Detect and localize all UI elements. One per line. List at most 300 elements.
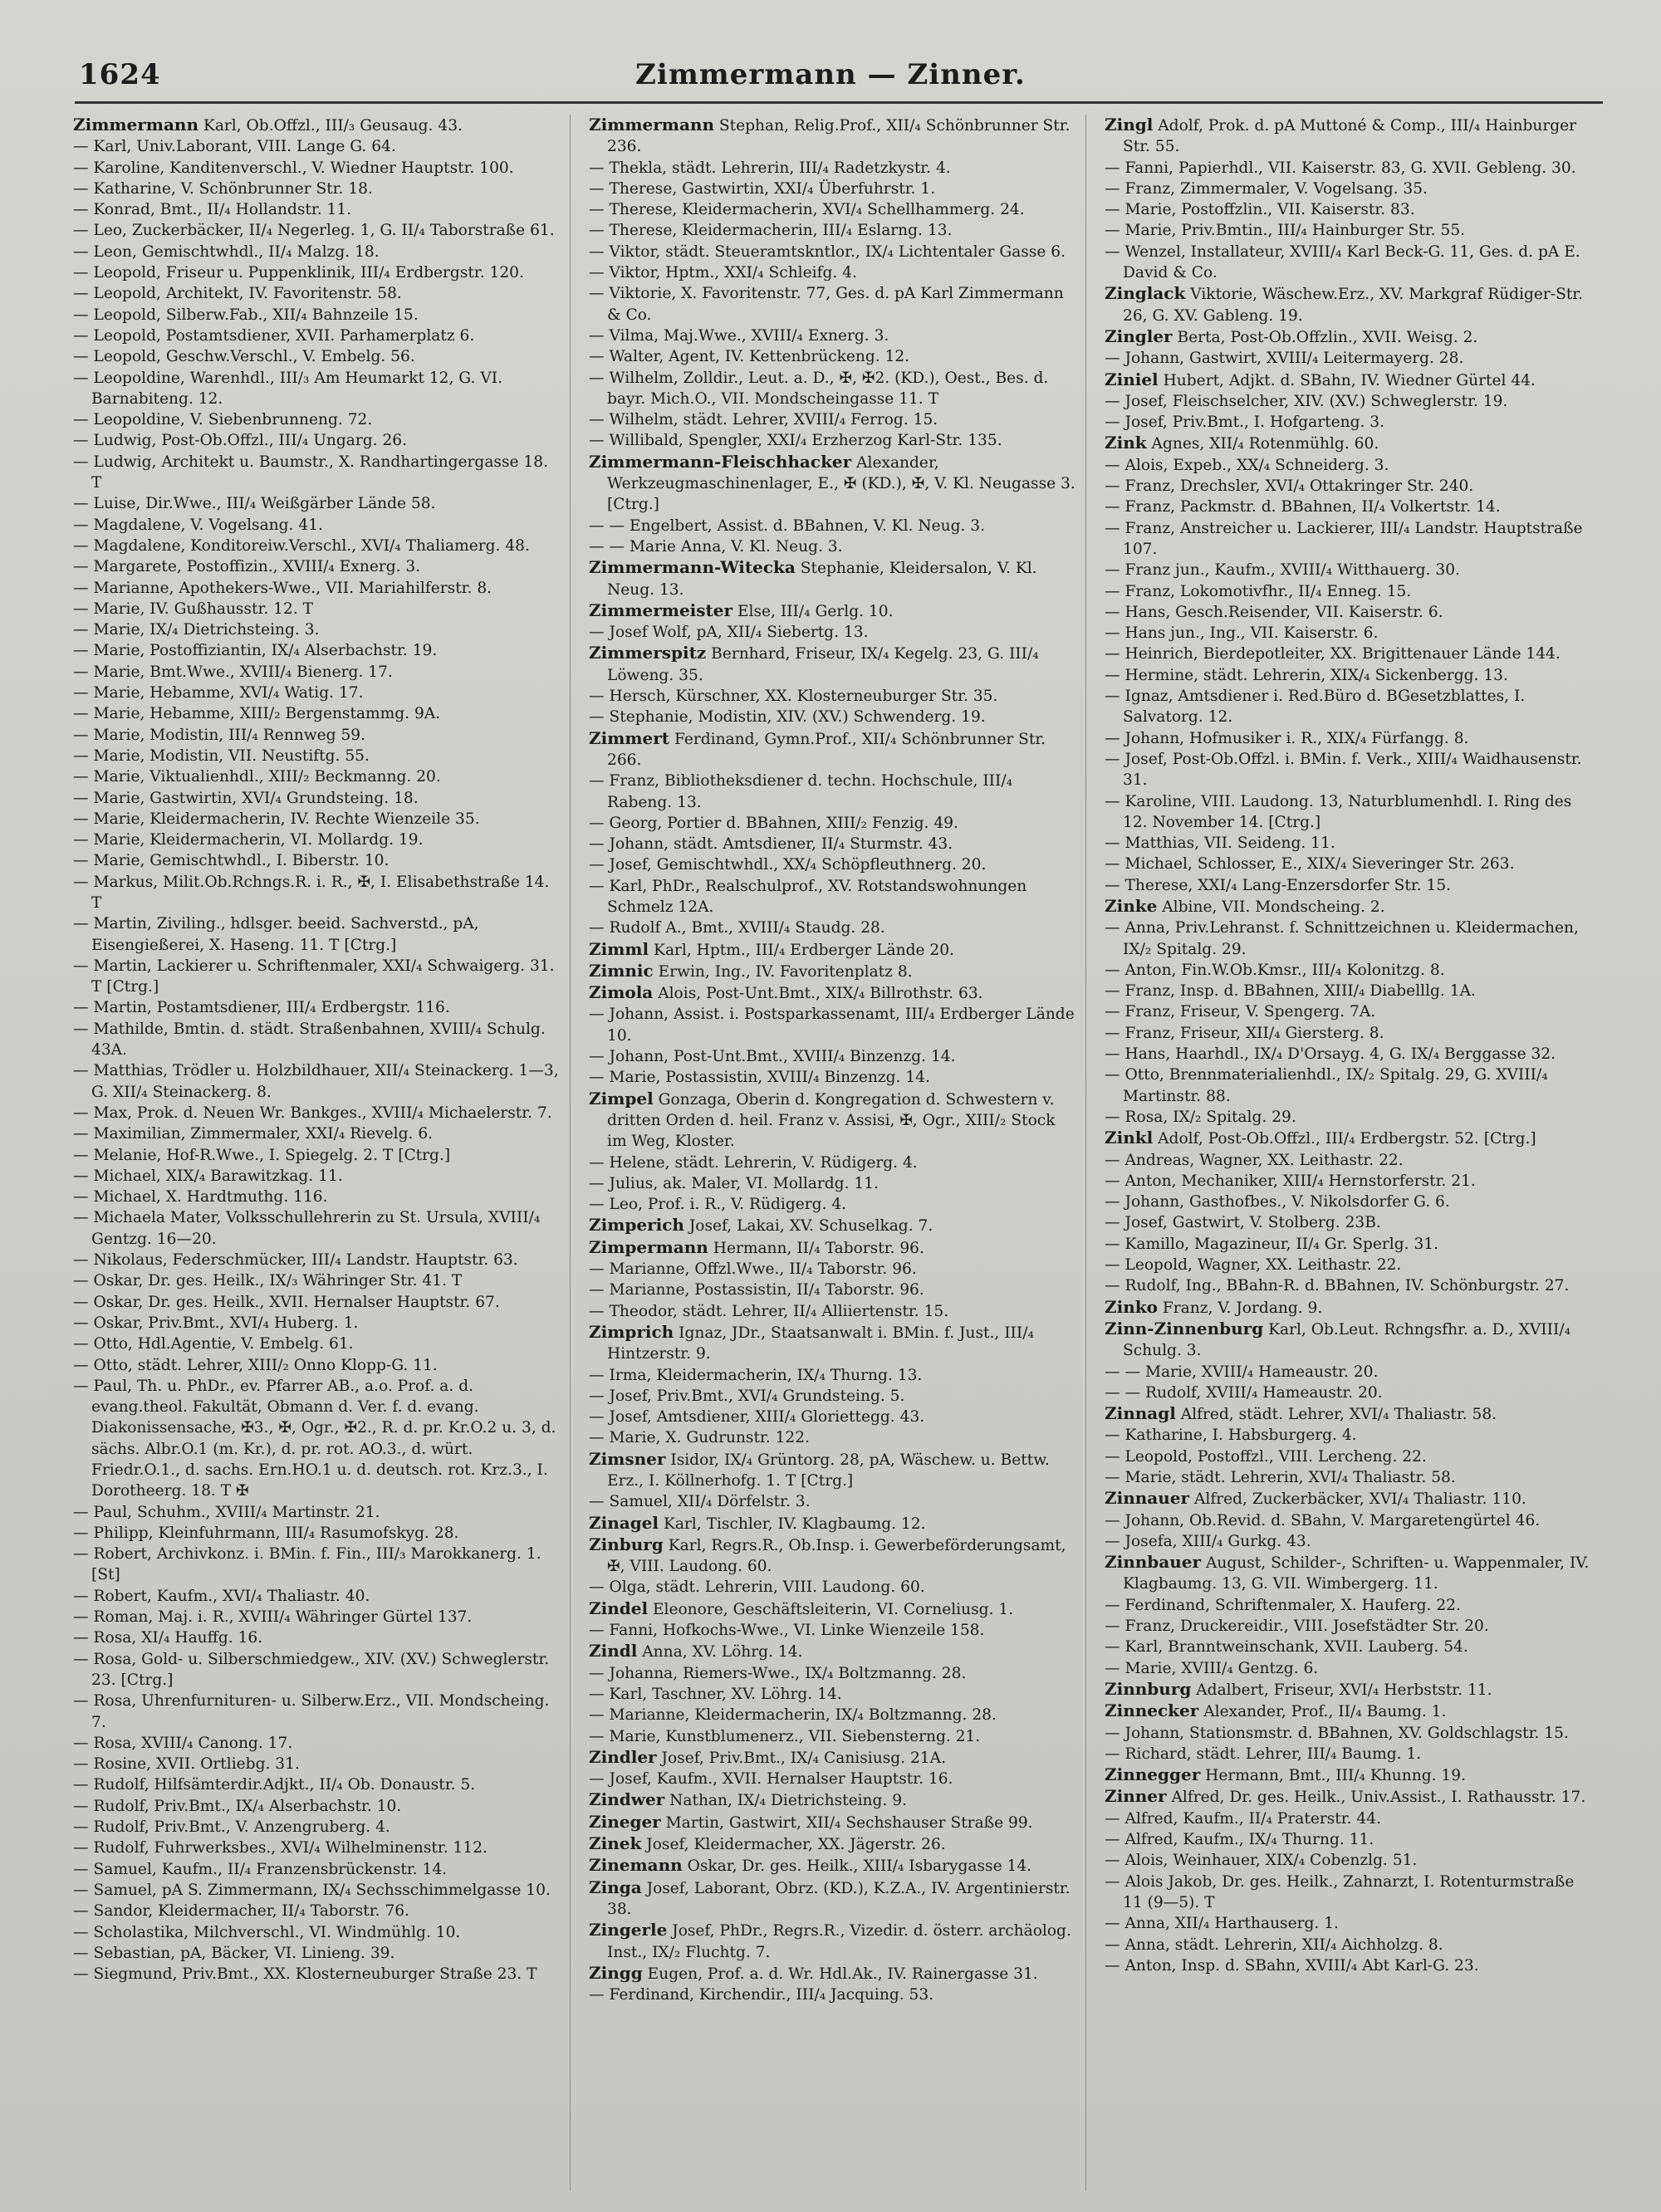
directory-entry <box>73 1901 563 1921</box>
entry-surname: Zimprich <box>589 1321 674 1342</box>
entry-text: — Marie, Modistin, III/₄ Rennweg 59. <box>73 726 366 744</box>
directory-entry <box>1105 1362 1595 1382</box>
entry-text: — Michael, X. Hardtmuthg. 116. <box>73 1188 328 1206</box>
entry-text: — Wilhelm, städt. Lehrer, XVIII/₄ Ferrog. 15. <box>589 411 938 429</box>
directory-entry <box>73 346 563 367</box>
directory-entry <box>1105 1744 1595 1764</box>
directory-entry <box>1105 1679 1595 1701</box>
entry-text: — Rosa, XVIII/₄ Canong. 17. <box>73 1734 293 1752</box>
directory-entry <box>1105 1044 1595 1064</box>
entry-text: — Marie, X. Gudrunstr. 122. <box>589 1429 810 1447</box>
entry-text: — Rudolf, Ing., BBahn-R. d. BBahnen, IV. Schönburgstr. 27. <box>1105 1277 1570 1295</box>
directory-entry <box>1105 623 1595 644</box>
directory-entry <box>73 1313 563 1334</box>
entry-surname: Zingler <box>1105 325 1173 346</box>
directory-entry <box>1105 644 1595 664</box>
entry-text: — Marie, Modistin, VII. Neustiftg. 55. <box>73 746 370 765</box>
directory-entry <box>589 1705 1079 1725</box>
entry-text: — Marianne, Offzl.Wwe., II/₄ Taborstr. 96. <box>589 1260 917 1279</box>
entry-text: — Alfred, Kaufm., II/₄ Praterstr. 44. <box>1105 1809 1381 1828</box>
entry-surname: Zindler <box>589 1746 657 1767</box>
entry-text: — Alois, Expeb., XX/₄ Schneiderg. 3. <box>1105 456 1389 474</box>
directory-entry <box>589 1491 1079 1512</box>
directory-entry <box>1105 1488 1595 1510</box>
entry-text: — Sebastian, pA, Bäcker, VI. Linieng. 39. <box>73 1944 395 1962</box>
entry-text: Isidor, IX/₄ Grüntorg. 28, pA, Wäschew. u. Bettw. Erz., I. Köllnerhofg. 1. T [Ctrg.] <box>607 1451 1050 1490</box>
entry-text: — Marie, Hebamme, XVI/₄ Watig. 17. <box>73 684 364 702</box>
entry-text: — Josef Wolf, pA, XII/₄ Siebertg. 13. <box>589 624 869 642</box>
entry-text: — Stephanie, Modistin, XIV. (XV.) Schwenderg. 19. <box>589 708 986 727</box>
entry-surname: Zimmermann-Witecka <box>589 557 796 578</box>
entry-text: — Leopold, Postoffzl., VIII. Lercheng. 22. <box>1105 1447 1427 1466</box>
entry-text: — Ludwig, Architekt u. Baumstr., X. Randhartingergasse 18. T <box>73 453 548 492</box>
directory-entry <box>73 368 563 410</box>
directory-entry <box>1105 728 1595 749</box>
directory-entry <box>1105 833 1595 854</box>
entry-text: — Kamillo, Magazineur, II/₄ Gr. Sperlg. 31. <box>1105 1235 1439 1253</box>
directory-entry <box>1105 1552 1595 1595</box>
directory-entry <box>73 1691 563 1733</box>
entry-text: — Matthias, Trödler u. Holzbildhauer, XII/₄ Steinackerg. 1—3, G. XII/₄ Steinackerg. 8. <box>73 1062 559 1101</box>
directory-entry <box>589 939 1079 961</box>
directory-entry <box>73 1250 563 1270</box>
entry-surname: Zinnburg <box>1105 1678 1192 1699</box>
entry-text: — Ferdinand, Kirchendir., III/₄ Jacquing. 53. <box>589 1986 934 2004</box>
entry-text: — Johann, Gastwirt, XVIII/₄ Leitermayerg. 28. <box>1105 350 1464 368</box>
entry-surname: Zinke <box>1105 895 1158 916</box>
entry-text: Anna, XV. Löhrg. 14. <box>642 1643 803 1661</box>
entry-text: — Marie, Gastwirtin, XVI/₄ Grundsteing. 18. <box>73 789 419 807</box>
entry-text: — Rudolf, Hilfsämterdir.Adjkt., II/₄ Ob. Donaustr. 5. <box>73 1776 476 1794</box>
entry-text: Alexander, Prof., II/₄ Baumg. 1. <box>1203 1703 1447 1721</box>
directory-entry <box>1105 749 1595 791</box>
directory-entry <box>1105 581 1595 602</box>
directory-entry <box>589 1984 1079 2005</box>
directory-entry <box>589 325 1079 346</box>
entry-text: — Ignaz, Amtsdiener i. Red.Büro d. BGesetzblattes, I. Salvatorg. 12. <box>1105 688 1526 727</box>
entry-surname: Zinglack <box>1105 283 1186 304</box>
entry-text: — Therese, Kleidermacherin, XVI/₄ Schellhammerg. 24. <box>589 201 1025 219</box>
directory-entry <box>589 1449 1079 1492</box>
entry-surname: Zimpermann <box>589 1236 708 1257</box>
directory-entry <box>589 854 1079 875</box>
entry-text: — Michaela Mater, Volksschullehrerin zu St. Ursula, XVIII/₄ Gentzg. 16—20. <box>73 1209 541 1248</box>
directory-entry <box>73 179 563 199</box>
directory-entry <box>589 1004 1079 1046</box>
entry-text: — Samuel, pA S. Zimmermann, IX/₄ Sechsschimmelgasse 10. <box>73 1881 551 1899</box>
entry-surname: Zinnauer <box>1105 1488 1190 1509</box>
entry-text: Alois, Post-Unt.Bmt., XIX/₄ Billrothstr. 63. <box>658 985 983 1003</box>
entry-text: — Franz, Packmstr. d. BBahnen, II/₄ Volkertstr. 14. <box>1105 498 1501 516</box>
entry-text: Karl, Hptm., III/₄ Erdberger Lände 20. <box>654 941 954 959</box>
entry-text: — Leopold, Geschw.Verschl., V. Embelg. 56. <box>73 348 415 366</box>
entry-text: Karl, Ob.Offzl., III/₃ Geusaug. 43. <box>203 117 463 135</box>
directory-entry <box>589 283 1079 325</box>
entry-text: — Vilma, Maj.Wwe., XVIII/₄ Exnerg. 3. <box>589 326 889 345</box>
entry-text: — Magdalene, Konditoreiw.Verschl., XVI/₄ Thaliamerg. 48. <box>73 536 530 555</box>
directory-entry <box>1105 391 1595 412</box>
directory-entry <box>73 619 563 640</box>
entry-text: Ferdinand, Gymn.Prof., XII/₄ Schönbrunner Str. 266. <box>607 730 1046 769</box>
entry-text: — Sandor, Kleidermacher, II/₄ Taborstr. 76. <box>73 1902 410 1921</box>
directory-entry <box>589 1747 1079 1769</box>
entry-text: — Rosa, Uhrenfurnituren- u. Silberw.Erz., VII. Mondscheing. 7. <box>73 1692 550 1731</box>
entry-text: — Matthias, VII. Seideng. 11. <box>1105 834 1335 853</box>
directory-entry <box>589 409 1079 430</box>
entry-text: — Hersch, Kürschner, XX. Klosterneuburger Str. 35. <box>589 688 998 706</box>
directory-entry <box>1105 1595 1595 1616</box>
entry-text: Hermann, Bmt., III/₄ Khunng. 19. <box>1205 1767 1466 1785</box>
directory-entry <box>1105 242 1595 284</box>
directory-entry <box>589 1920 1079 1963</box>
entry-text: — Marie, Hebamme, XIII/₂ Bergenstammg. 9A. <box>73 705 441 723</box>
entry-text: — Viktor, städt. Steueramtskntlor., IX/₄ Lichtentaler Gasse 6. <box>589 242 1066 261</box>
directory-entry <box>589 622 1079 643</box>
entry-text: — Franz, Druckereidir., VIII. Josefstädter Str. 20. <box>1105 1617 1489 1636</box>
column-1 <box>73 115 571 2190</box>
directory-entry <box>73 703 563 724</box>
entry-text: Adolf, Prok. d. pA Muttoné & Comp., III/₄ Hainburger Str. 55. <box>1123 117 1577 156</box>
directory-entry <box>589 115 1079 158</box>
entry-text: — Leopold, Postamtsdiener, XVII. Parhamerplatz 6. <box>73 326 475 345</box>
entry-text: — Rudolf, Priv.Bmt., IX/₄ Alserbachstr. 10. <box>73 1797 402 1815</box>
entry-text: — Franz, Lokomotivfhr., II/₄ Enneg. 15. <box>1105 582 1412 600</box>
entry-text: — Samuel, XII/₄ Dörfelstr. 3. <box>589 1493 811 1511</box>
entry-text: — Marie, Priv.Bmtin., III/₄ Hainburger Str. 55. <box>1105 222 1466 240</box>
directory-entry <box>73 1649 563 1691</box>
entry-surname: Zimnic <box>589 960 654 981</box>
entry-text: Karl, Tischler, IV. Klagbaumg. 12. <box>663 1515 926 1533</box>
entry-text: — Franz, Insp. d. BBahnen, XIII/₄ Diabelllg. 1A. <box>1105 982 1476 1001</box>
directory-entry <box>73 1187 563 1207</box>
directory-entry <box>73 1376 563 1502</box>
directory-entry <box>73 788 563 809</box>
entry-text: — Leopoldine, Warenhdl., III/₃ Am Heumarkt 12, G. VI. Barnabiteng. 12. <box>73 369 503 408</box>
entry-text: — Marianne, Kleidermacherin, IX/₄ Boltzmanng. 28. <box>589 1706 997 1725</box>
entry-text: — Johann, Hofmusiker i. R., XIX/₄ Fürfangg. 8. <box>1105 729 1469 747</box>
directory-entry <box>589 1663 1079 1684</box>
column-3 <box>1105 115 1601 2190</box>
entry-text: Albine, VII. Mondscheing. 2. <box>1162 898 1385 916</box>
directory-entry <box>1105 1382 1595 1403</box>
directory-entry <box>1105 179 1595 199</box>
entry-text: — Katharine, V. Schönbrunner Str. 18. <box>73 179 373 198</box>
directory-entry <box>1105 283 1595 326</box>
directory-entry <box>73 1334 563 1354</box>
page-header <box>0 58 1661 100</box>
entry-surname: Zimmermann <box>73 115 198 135</box>
entry-surname: Zinn-Zinnenburg <box>1105 1318 1264 1338</box>
entry-text: — Marie, IV. Gußhausstr. 12. T <box>73 599 314 618</box>
directory-entry <box>1105 1531 1595 1552</box>
entry-text: — Margarete, Postoffizin., XVIII/₄ Exnerg. 3. <box>73 558 421 576</box>
directory-entry <box>1105 518 1595 560</box>
entry-text: Eugen, Prof. a. d. Wr. Hdl.Ak., IV. Rainergasse 31. <box>647 1965 1038 1983</box>
directory-entry <box>589 199 1079 220</box>
directory-entry <box>73 493 563 514</box>
directory-entry <box>589 1812 1079 1833</box>
entry-text: — Therese, Kleidermacherin, III/₄ Eslarng. 13. <box>589 222 953 240</box>
entry-text: — — Rudolf, XVIII/₄ Hameaustr. 20. <box>1105 1383 1383 1402</box>
directory-entry <box>589 1301 1079 1322</box>
directory-entry <box>1105 686 1595 728</box>
directory-entry <box>589 1726 1079 1747</box>
entry-text: — Franz, Zimmermaler, V. Vogelsang. 35. <box>1105 179 1428 198</box>
directory-entry <box>589 918 1079 938</box>
directory-entry <box>73 1123 563 1144</box>
entry-text: — Rosa, XI/₄ Hauffg. 16. <box>73 1629 263 1647</box>
directory-entry <box>1105 1723 1595 1744</box>
directory-entry <box>1105 348 1595 369</box>
entry-text: — Rosa, IX/₂ Spitalg. 29. <box>1105 1108 1296 1126</box>
directory-entry <box>1105 497 1595 517</box>
directory-entry <box>73 1817 563 1838</box>
entry-text: Alfred, Dr. ges. Heilk., Univ.Assist., I. Rathausstr. 17. <box>1171 1789 1586 1807</box>
directory-entry <box>73 158 563 179</box>
directory-entry <box>589 368 1079 410</box>
directory-entry <box>589 242 1079 262</box>
directory-entry <box>1105 1425 1595 1446</box>
directory-entry <box>73 409 563 430</box>
directory-entry <box>73 1733 563 1754</box>
entry-surname: Zimmert <box>589 727 670 748</box>
entry-surname: Zinga <box>589 1877 642 1897</box>
entry-surname: Zingerle <box>589 1920 668 1940</box>
entry-text: — Konrad, Bmt., II/₄ Hollandstr. 11. <box>73 201 352 219</box>
directory-entry <box>73 305 563 325</box>
entry-surname: Zindl <box>589 1641 638 1661</box>
entry-text: — Oskar, Dr. ges. Heilk., XVII. Hernalser Hauptstr. 67. <box>73 1293 500 1311</box>
entry-text: — Rudolf, Fuhrwerksbes., XVI/₄ Wilhelminenstr. 112. <box>73 1839 488 1857</box>
directory-entry <box>1105 1935 1595 1955</box>
entry-surname: Zimmermann-Fleischhacker <box>589 451 852 472</box>
directory-entry <box>589 430 1079 451</box>
entry-text: — Anton, Fin.W.Ob.Kmsr., III/₄ Kolonitzg. 8. <box>1105 961 1445 979</box>
directory-entry <box>73 1544 563 1586</box>
directory-entry <box>73 515 563 536</box>
directory-entry <box>1105 220 1595 241</box>
directory-entry <box>589 1620 1079 1641</box>
entry-text: — Johanna, Riemers-Wwe., IX/₄ Boltzmanng. 28. <box>589 1664 967 1682</box>
directory-entry <box>589 536 1079 557</box>
entry-surname: Zinnegger <box>1105 1764 1201 1785</box>
directory-entry <box>73 1880 563 1901</box>
entry-text: Gonzaga, Oberin d. Kongregation d. Schwestern v. dritten Orden d. heil. Franz v. Assisi, ✠, Ogr., XIII/₂ Stock im Weg, Kloster. <box>607 1090 1056 1151</box>
entry-text: — Fanni, Papierhdl., VII. Kaiserstr. 83, G. XVII. Gebleng. 30. <box>1105 159 1576 177</box>
directory-entry <box>73 809 563 830</box>
directory-entry <box>73 725 563 746</box>
entry-text: — Otto, städt. Lehrer, XIII/₂ Onno Klopp-G. 11. <box>73 1356 438 1374</box>
entry-surname: Zinnagl <box>1105 1403 1176 1424</box>
directory-entry <box>1105 1701 1595 1722</box>
directory-entry <box>589 1684 1079 1705</box>
directory-entry <box>1105 1255 1595 1275</box>
entry-text: — Alois, Weinhauer, XIX/₄ Cobenzlg. 51. <box>1105 1852 1418 1870</box>
entry-text: — Ludwig, Post-Ob.Offzl., III/₄ Ungarg. 26. <box>73 432 408 450</box>
directory-entry <box>1105 1107 1595 1128</box>
entry-text: — Marie, Bmt.Wwe., XVIII/₄ Bienerg. 17. <box>73 663 393 681</box>
entry-text: — Leon, Gemischtwhdl., II/₄ Malzg. 18. <box>73 242 380 261</box>
entry-text: Stephanie, Kleidersalon, V. Kl. Neug. 13. <box>607 560 1037 599</box>
header-rule <box>75 101 1603 104</box>
directory-entry <box>73 1145 563 1166</box>
running-title: Zimmermann — Zinner. <box>635 58 1026 91</box>
directory-entry <box>589 1259 1079 1280</box>
directory-entry <box>1105 1171 1595 1192</box>
entry-surname: Zimpel <box>589 1088 654 1108</box>
entry-text: — Anton, Mechaniker, XIII/₄ Hernstorferstr. 21. <box>1105 1172 1476 1190</box>
directory-entry <box>73 1060 563 1103</box>
entry-text: — Michael, Schlosser, E., XIX/₄ Sieveringer Str. 263. <box>1105 855 1515 874</box>
directory-entry <box>589 516 1079 536</box>
directory-entry <box>589 1067 1079 1088</box>
directory-entry <box>73 578 563 599</box>
entry-text: — Marie, Postassistin, XVIII/₄ Binzenzg. 14. <box>589 1069 930 1087</box>
entry-surname: Zinek <box>589 1833 642 1854</box>
entry-text: — Johann, Post-Unt.Bmt., XVIII/₄ Binzenzg. 14. <box>589 1048 956 1066</box>
entry-text: — Viktor, Hptm., XXI/₄ Schleifg. 4. <box>589 264 857 282</box>
directory-entry <box>73 850 563 871</box>
directory-entry <box>589 346 1079 367</box>
entry-text: — Philipp, Kleinfuhrmann, III/₄ Rasumofskyg. 28. <box>73 1524 459 1542</box>
entry-text: Josef, Lakai, XV. Schuselkag. 7. <box>688 1217 933 1236</box>
directory-entry <box>73 830 563 850</box>
entry-text: — Olga, städt. Lehrerin, VIII. Laudong. 60. <box>589 1578 925 1597</box>
directory-entry <box>1105 918 1595 960</box>
entry-text: — Robert, Archivkonz. i. BMin. f. Fin., III/₃ Marokkanerg. 1. [St] <box>73 1545 541 1584</box>
entry-surname: Zineger <box>589 1811 661 1832</box>
entry-text: — Theodor, städt. Lehrer, II/₄ Alliiertenstr. 15. <box>589 1302 949 1320</box>
directory-entry <box>73 1586 563 1607</box>
entry-text: Josef, PhDr., Regrs.R., Vizedir. d. österr. archäolog. Inst., IX/₂ Fluchtg. 7. <box>607 1922 1071 1961</box>
directory-entry <box>73 1292 563 1313</box>
entry-text: Hubert, Adjkt. d. SBahn, IV. Wiedner Gürtel 44. <box>1163 371 1536 389</box>
directory-entry <box>73 640 563 661</box>
entry-text: — Robert, Kaufm., XVI/₄ Thaliastr. 40. <box>73 1587 370 1605</box>
entry-text: — Marie, Postoffiziantin, IX/₄ Alserbachstr. 19. <box>73 642 438 660</box>
directory-entry <box>73 1943 563 1964</box>
entry-text: — Luise, Dir.Wwe., III/₄ Weißgärber Lände 58. <box>73 495 436 513</box>
entry-text: Alfred, Zuckerbäcker, XVI/₄ Thaliastr. 110. <box>1193 1490 1526 1509</box>
entry-text: — Leo, Prof. i. R., V. Rüdigerg. 4. <box>589 1196 847 1214</box>
directory-entry <box>589 1386 1079 1407</box>
entry-text: — — Engelbert, Assist. d. BBahnen, V. Kl. Neug. 3. <box>589 516 986 535</box>
entry-text: Erwin, Ing., IV. Favoritenplatz 8. <box>658 962 913 981</box>
directory-entry <box>589 982 1079 1004</box>
entry-text: — Hermine, städt. Lehrerin, XIX/₄ Sickenbergg. 13. <box>1105 666 1508 684</box>
entry-text: — Johann, Stationsmstr. d. BBahnen, XV. Goldschlagstr. 15. <box>1105 1724 1569 1742</box>
entry-text: — Martin, Lackierer u. Schriftenmaler, XXI/₄ Schwaigerg. 31. T [Ctrg.] <box>73 957 555 996</box>
directory-entry <box>1105 1319 1595 1362</box>
entry-text: — Therese, XXI/₄ Lang-Enzersdorfer Str. 15. <box>1105 876 1452 894</box>
entry-text: — Marie, XVIII/₄ Gentzg. 6. <box>1105 1659 1319 1677</box>
column-2 <box>589 115 1086 2190</box>
directory-entry <box>589 452 1079 516</box>
entry-text: — Marianne, Postassistin, II/₄ Taborstr. 96. <box>589 1281 924 1299</box>
directory-entry <box>73 746 563 766</box>
entry-text: Karl, Regrs.R., Ob.Insp. i. Gewerbeförderungsamt, ✠, VIII. Laudong. 60. <box>607 1536 1066 1576</box>
entry-surname: Zindwer <box>589 1789 665 1810</box>
entry-text: — Paul, Th. u. PhDr., ev. Pfarrer AB., a.o. Prof. a. d. evang.theol. Fakultät, Obmann d. Ver. f. d. evang. Diakonissensache, ✠3., ✠, Ogr., ✠2., R. d. pr. Kr.O.2 u. 3, d. sächs. Albr.O.1 (m. Kr.), d. pr. rot. AO.3., d. würt. Friedr.O.1., d. sachs. Ern.HO.1 u. d. deutsch. rot. Krz.3., I. Dorotheerg. 18. T ✠ <box>73 1377 556 1500</box>
directory-entry <box>589 643 1079 686</box>
entry-text: Bernhard, Friseur, IX/₄ Kegelg. 23, G. III/₄ Löweng. 35. <box>607 645 1039 684</box>
directory-entry <box>589 220 1079 241</box>
directory-entry <box>73 1502 563 1523</box>
directory-entry <box>1105 1764 1595 1786</box>
entry-text: — Hans, Gesch.Reisender, VII. Kaiserstr. 6. <box>1105 603 1443 621</box>
entry-text: — Therese, Gastwirtin, XXI/₄ Überfuhrstr. 1. <box>589 179 936 198</box>
entry-text: — Scholastika, Milchverschl., VI. Windmühlg. 10. <box>73 1923 461 1941</box>
directory-entry <box>73 662 563 683</box>
directory-entry <box>589 1598 1079 1620</box>
entry-text: — Rosine, XVII. Ortliebg. 31. <box>73 1755 300 1774</box>
entry-surname: Zimola <box>589 982 654 1003</box>
entry-text: — Anna, städt. Lehrerin, XII/₄ Aichholzg. 8. <box>1105 1936 1443 1954</box>
entry-text: — Rudolf, Priv.Bmt., V. Anzengruberg. 4. <box>73 1818 390 1837</box>
entry-text: Nathan, IX/₄ Dietrichsteing. 9. <box>669 1792 907 1810</box>
entry-surname: Zinnbauer <box>1105 1552 1202 1573</box>
directory-entry <box>1105 1616 1595 1637</box>
directory-entry <box>1105 854 1595 874</box>
entry-text: — Anna, XII/₄ Harthauserg. 1. <box>1105 1915 1339 1933</box>
directory-entry <box>1105 1212 1595 1233</box>
entry-text: — Josef, Gastwirt, V. Stolberg. 23B. <box>1105 1214 1381 1232</box>
entry-text: — Nikolaus, Federschmücker, III/₄ Landstr. Hauptstr. 63. <box>73 1251 518 1270</box>
entry-text: — Franz, Drechsler, XVI/₄ Ottakringer Str. 240. <box>1105 477 1474 496</box>
entry-text: — Samuel, Kaufm., II/₄ Franzensbrückenstr. 14. <box>73 1860 448 1878</box>
directory-entry <box>73 599 563 619</box>
directory-entry <box>589 1089 1079 1152</box>
entry-surname: Zinburg <box>589 1534 664 1554</box>
directory-entry <box>1105 455 1595 476</box>
entry-text: — Josef, Gemischtwhdl., XX/₄ Schöpfleuthnerg. 20. <box>589 856 987 874</box>
entry-text: Agnes, XII/₄ Rotenmühlg. 60. <box>1151 435 1379 453</box>
entry-text: Viktorie, Wäschew.Erz., XV. Markgraf Rüdiger-Str. 26, G. XV. Gableng. 19. <box>1123 286 1584 325</box>
directory-entry <box>589 1194 1079 1215</box>
entry-text: — Karoline, VIII. Laudong. 13, Naturblumenhdl. I. Ring des 12. November 14. [Ctrg.] <box>1105 792 1572 831</box>
entry-text: — Josef, Priv.Bmt., XVI/₄ Grundsteing. 5. <box>589 1387 905 1405</box>
directory-entry <box>1105 1637 1595 1657</box>
entry-text: — Oskar, Dr. ges. Heilk., IX/₃ Währinger Str. 41. T <box>73 1272 463 1290</box>
entry-surname: Zindel <box>589 1598 649 1618</box>
entry-text: — Markus, Milit.Ob.Rchngs.R. i. R., ✠, I. Elisabethstraße 14. T <box>73 873 550 912</box>
entry-text: — Otto, Hdl.Agentie, V. Embelg. 61. <box>73 1335 354 1353</box>
entry-surname: Zingl <box>1105 115 1154 135</box>
directory-entry <box>1105 791 1595 834</box>
directory-entry <box>73 136 563 157</box>
entry-surname: Zimmerspitz <box>589 643 707 663</box>
directory-entry <box>589 1577 1079 1598</box>
directory-entry <box>73 1207 563 1250</box>
entry-text: — Leopoldine, V. Siebenbrunneng. 72. <box>73 411 373 429</box>
entry-text: — Georg, Portier d. BBahnen, XIII/₂ Fenzig. 49. <box>589 814 958 832</box>
entry-text: — Julius, ak. Maler, VI. Mollardg. 11. <box>589 1174 879 1192</box>
entry-text: — Hans jun., Ing., VII. Kaiserstr. 6. <box>1105 624 1379 643</box>
entry-text: — Paul, Schuhm., XVIII/₄ Martinstr. 21. <box>73 1503 380 1521</box>
directory-entry <box>1105 199 1595 220</box>
entry-surname: Zinemann <box>589 1855 683 1876</box>
entry-text: — Leopold, Architekt, IV. Favoritenstr. 58. <box>73 285 402 303</box>
directory-entry <box>589 1215 1079 1236</box>
directory-entry <box>1105 1446 1595 1467</box>
page-number: 1624 <box>79 58 161 91</box>
entry-text: — Leopold, Silberw.Fab., XII/₄ Bahnzeile 15. <box>73 306 419 324</box>
entry-text: — Franz, Friseur, XII/₄ Giersterg. 8. <box>1105 1024 1384 1042</box>
entry-text: — Andreas, Wagner, XX. Leithastr. 22. <box>1105 1151 1404 1169</box>
directory-entry <box>1105 1786 1595 1808</box>
entry-text: — Josef, Fleischselcher, XIV. (XV.) Schweglerstr. 19. <box>1105 392 1508 410</box>
directory-entry <box>1105 1403 1595 1425</box>
